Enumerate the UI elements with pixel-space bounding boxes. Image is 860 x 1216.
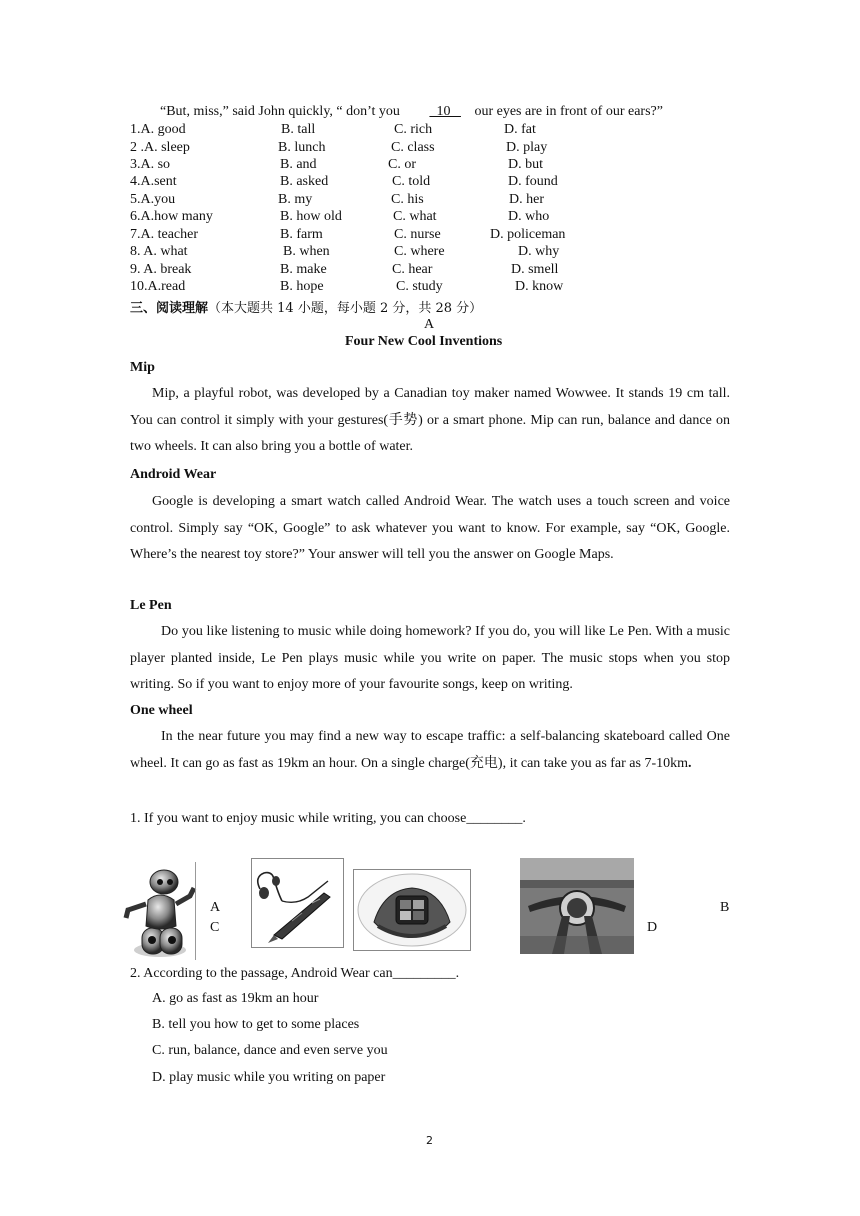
option-b: B. my bbox=[278, 192, 313, 207]
option-c: C. told bbox=[392, 174, 431, 189]
option-c: C. nurse bbox=[394, 227, 441, 242]
option-c: C. or bbox=[388, 157, 416, 172]
option-a: 5.A.you bbox=[130, 192, 176, 207]
q2-option-d: D. play music while you writing on paper bbox=[152, 1070, 386, 1085]
option-a: 6.A.how many bbox=[130, 209, 213, 224]
one-wheel-heading: One wheel bbox=[130, 703, 193, 718]
option-a: 4.A.sent bbox=[130, 174, 177, 189]
option-b: B. tall bbox=[281, 122, 316, 137]
option-a: 8. A. what bbox=[130, 244, 188, 259]
option-a: 3.A. so bbox=[130, 157, 171, 172]
blank-10: 10 bbox=[429, 104, 461, 119]
option-b: B. and bbox=[280, 157, 317, 172]
smart-watch-image bbox=[353, 869, 471, 951]
choice-label-b: B bbox=[720, 900, 730, 915]
android-wear-heading: Android Wear bbox=[130, 467, 217, 482]
one-wheel-paragraph: In the near future you may find a new way to escape traffic: a self-balancing skateboard called One wheel. It can go as fast as 19km an hour. On a single charge(充电), it can take you as far as 7-10km. bbox=[130, 729, 730, 771]
option-d: D. play bbox=[506, 140, 548, 155]
option-a: 10.A.read bbox=[130, 279, 186, 294]
option-a: 9. A. break bbox=[130, 262, 192, 277]
choice-label-d: D bbox=[647, 920, 658, 935]
option-d: D. policeman bbox=[490, 227, 566, 242]
option-d: D. fat bbox=[504, 122, 536, 137]
option-c: C. rich bbox=[394, 122, 433, 137]
image-divider bbox=[195, 862, 196, 960]
option-d: D. but bbox=[508, 157, 543, 172]
passage-letter: A bbox=[424, 317, 435, 332]
option-d: D. her bbox=[509, 192, 544, 207]
option-b: B. asked bbox=[280, 174, 329, 189]
option-b: B. farm bbox=[280, 227, 323, 242]
option-d: D. found bbox=[508, 174, 558, 189]
question-2: 2. According to the passage, Android Wear can_________. bbox=[130, 966, 460, 981]
option-c: C. what bbox=[393, 209, 437, 224]
q2-option-a: A. go as fast as 19km an hour bbox=[152, 991, 319, 1006]
option-b: B. make bbox=[280, 262, 327, 277]
option-c: C. class bbox=[391, 140, 435, 155]
option-d: D. why bbox=[518, 244, 560, 259]
mip-paragraph: Mip, a playful robot, was developed by a Canadian toy maker named Wowwee. It stands 19 cm tall. You can control it simply with your gestures(手势) or a smart phone. Mip can run, balance and dance on two wheels. It can also bring you a bottle of water. bbox=[130, 386, 730, 454]
option-a: 1.A. good bbox=[130, 122, 186, 137]
option-a: 2 .A. sleep bbox=[130, 140, 190, 155]
le-pen-heading: Le Pen bbox=[130, 598, 172, 613]
question-1: 1. If you want to enjoy music while writing, you can choose________. bbox=[130, 811, 526, 826]
cloze-last-sentence bbox=[160, 104, 663, 120]
option-d: D. know bbox=[515, 279, 564, 294]
option-c: C. his bbox=[391, 192, 424, 207]
option-d: D. who bbox=[508, 209, 550, 224]
one-wheel-image bbox=[520, 858, 634, 954]
option-c: C. where bbox=[394, 244, 445, 259]
robot-image bbox=[120, 860, 198, 960]
page-number: 2 bbox=[426, 1134, 433, 1147]
le-pen-paragraph: Do you like listening to music while doing homework? If you do, you will like Le Pen. With a music player planted inside, Le Pen plays music while you write on paper. The music stops when you stop writing. So if you want to enjoy more of your favourite songs, keep on writing. bbox=[130, 624, 730, 692]
android-wear-paragraph: Google is developing a smart watch called Android Wear. The watch uses a touch screen and voice control. Simply say “OK, Google” to ask whatever you want to know. For example, say “OK, Google. Where’s the nearest toy store?” Your answer will tell you the answer on Google Maps. bbox=[130, 494, 730, 562]
choice-label-c: C bbox=[210, 920, 220, 935]
option-b: B. how old bbox=[280, 209, 342, 224]
section-note: （本大题共 14 小题，每小题 2 分，共 28 分） bbox=[208, 301, 483, 316]
pen-image bbox=[251, 858, 344, 948]
option-a: 7.A. teacher bbox=[130, 227, 199, 242]
choice-label-a: A bbox=[210, 900, 221, 915]
option-b: B. hope bbox=[280, 279, 324, 294]
passage-title: Four New Cool Inventions bbox=[345, 334, 503, 349]
option-b: B. when bbox=[283, 244, 330, 259]
option-d: D. smell bbox=[511, 262, 559, 277]
mip-heading: Mip bbox=[130, 360, 155, 375]
sentence-start: “But, miss,” said John quickly, “ don’t you bbox=[160, 104, 400, 119]
section-heading: 三、阅读理解（本大题共 14 小题，每小题 2 分，共 28 分） bbox=[130, 301, 483, 316]
sentence-end: our eyes are in front of our ears?” bbox=[474, 104, 663, 119]
option-c: C. hear bbox=[392, 262, 433, 277]
option-b: B. lunch bbox=[278, 140, 326, 155]
q2-option-b: B. tell you how to get to some places bbox=[152, 1017, 360, 1032]
option-c: C. study bbox=[396, 279, 443, 294]
q2-option-c: C. run, balance, dance and even serve you bbox=[152, 1043, 388, 1058]
